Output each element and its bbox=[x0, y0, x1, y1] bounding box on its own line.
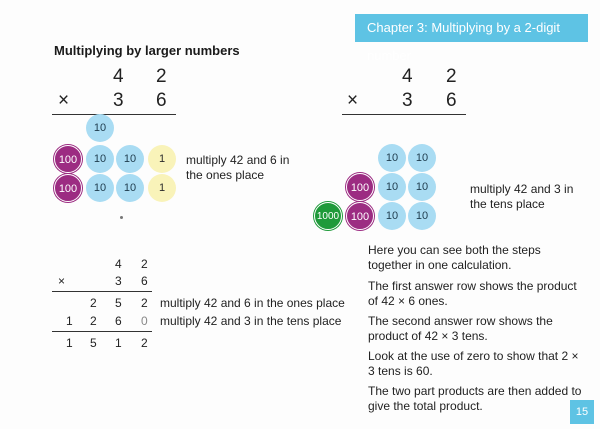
setup-sign: × bbox=[58, 90, 70, 111]
setup-rule bbox=[52, 114, 176, 115]
long-digit: 3 bbox=[115, 274, 122, 288]
partial-digit: 1 bbox=[66, 314, 73, 328]
setup-digit: 2 bbox=[446, 66, 457, 87]
setup-digit: 4 bbox=[402, 66, 413, 87]
partial2-note: multiply 42 and 3 in the tens place bbox=[160, 314, 342, 328]
partial-digit: 2 bbox=[90, 296, 97, 310]
explanation-paragraph: The two part products are then added to give the total product. bbox=[368, 384, 582, 413]
counter-ten: 10 bbox=[86, 114, 114, 142]
partial-digit: 6 bbox=[115, 314, 122, 328]
section-title: Multiplying by larger numbers bbox=[54, 43, 240, 58]
counter-hundred: 100 bbox=[346, 202, 374, 230]
total-digit: 1 bbox=[66, 336, 73, 350]
counter-ten: 10 bbox=[378, 173, 406, 201]
chapter-banner: Chapter 3: Multiplying by a 2-digit number bbox=[355, 14, 588, 42]
explanation-paragraph: The first answer row shows the product of 42 × 6 ones. bbox=[368, 279, 577, 308]
counter-ten: 10 bbox=[86, 174, 114, 202]
long-digit: 2 bbox=[141, 257, 148, 271]
partial-digit: 2 bbox=[141, 296, 148, 310]
counter-one: 1 bbox=[148, 145, 176, 173]
printing-dot bbox=[120, 216, 123, 219]
setup-digit: 4 bbox=[113, 66, 124, 87]
long-rule bbox=[52, 331, 152, 332]
counter-thousand: 1000 bbox=[314, 202, 342, 230]
tens-place-note: multiply 42 and 3 in the tens place bbox=[470, 182, 574, 211]
setup-digit: 2 bbox=[156, 66, 167, 87]
counter-ten: 10 bbox=[378, 144, 406, 172]
long-digit: 6 bbox=[141, 274, 148, 288]
setup-digit: 6 bbox=[156, 90, 167, 111]
placeholder-zero: 0 bbox=[141, 314, 148, 328]
counter-one: 1 bbox=[148, 174, 176, 202]
total-digit: 2 bbox=[141, 336, 148, 350]
counter-ten: 10 bbox=[116, 145, 144, 173]
counter-hundred: 100 bbox=[54, 174, 82, 202]
setup-sign: × bbox=[347, 90, 359, 111]
counter-ten: 10 bbox=[408, 144, 436, 172]
total-digit: 5 bbox=[90, 336, 97, 350]
counter-hundred: 100 bbox=[346, 173, 374, 201]
setup-digit: 6 bbox=[446, 90, 457, 111]
partial-digit: 2 bbox=[90, 314, 97, 328]
explanation-paragraph: The second answer row shows the product of 42 × 3 tens. bbox=[368, 314, 553, 343]
setup-rule bbox=[342, 114, 466, 115]
partial-digit: 5 bbox=[115, 296, 122, 310]
explanation-paragraph: Look at the use of zero to show that 2 × 3 tens is 60. bbox=[368, 349, 579, 378]
counter-hundred: 100 bbox=[54, 145, 82, 173]
ones-place-note: multiply 42 and 6 in the ones place bbox=[186, 153, 290, 182]
long-digit: 4 bbox=[115, 257, 122, 271]
setup-digit: 3 bbox=[113, 90, 124, 111]
counter-ten: 10 bbox=[408, 202, 436, 230]
counter-ten: 10 bbox=[378, 202, 406, 230]
page-number: 15 bbox=[570, 400, 594, 424]
total-digit: 1 bbox=[115, 336, 122, 350]
long-rule bbox=[52, 291, 152, 292]
long-sign: × bbox=[58, 274, 66, 288]
explanation-paragraph: Here you can see both the steps together in one calculation. bbox=[368, 243, 541, 272]
counter-ten: 10 bbox=[116, 174, 144, 202]
counter-ten: 10 bbox=[408, 173, 436, 201]
counter-ten: 10 bbox=[86, 145, 114, 173]
partial1-note: multiply 42 and 6 in the ones place bbox=[160, 296, 345, 310]
setup-digit: 3 bbox=[402, 90, 413, 111]
